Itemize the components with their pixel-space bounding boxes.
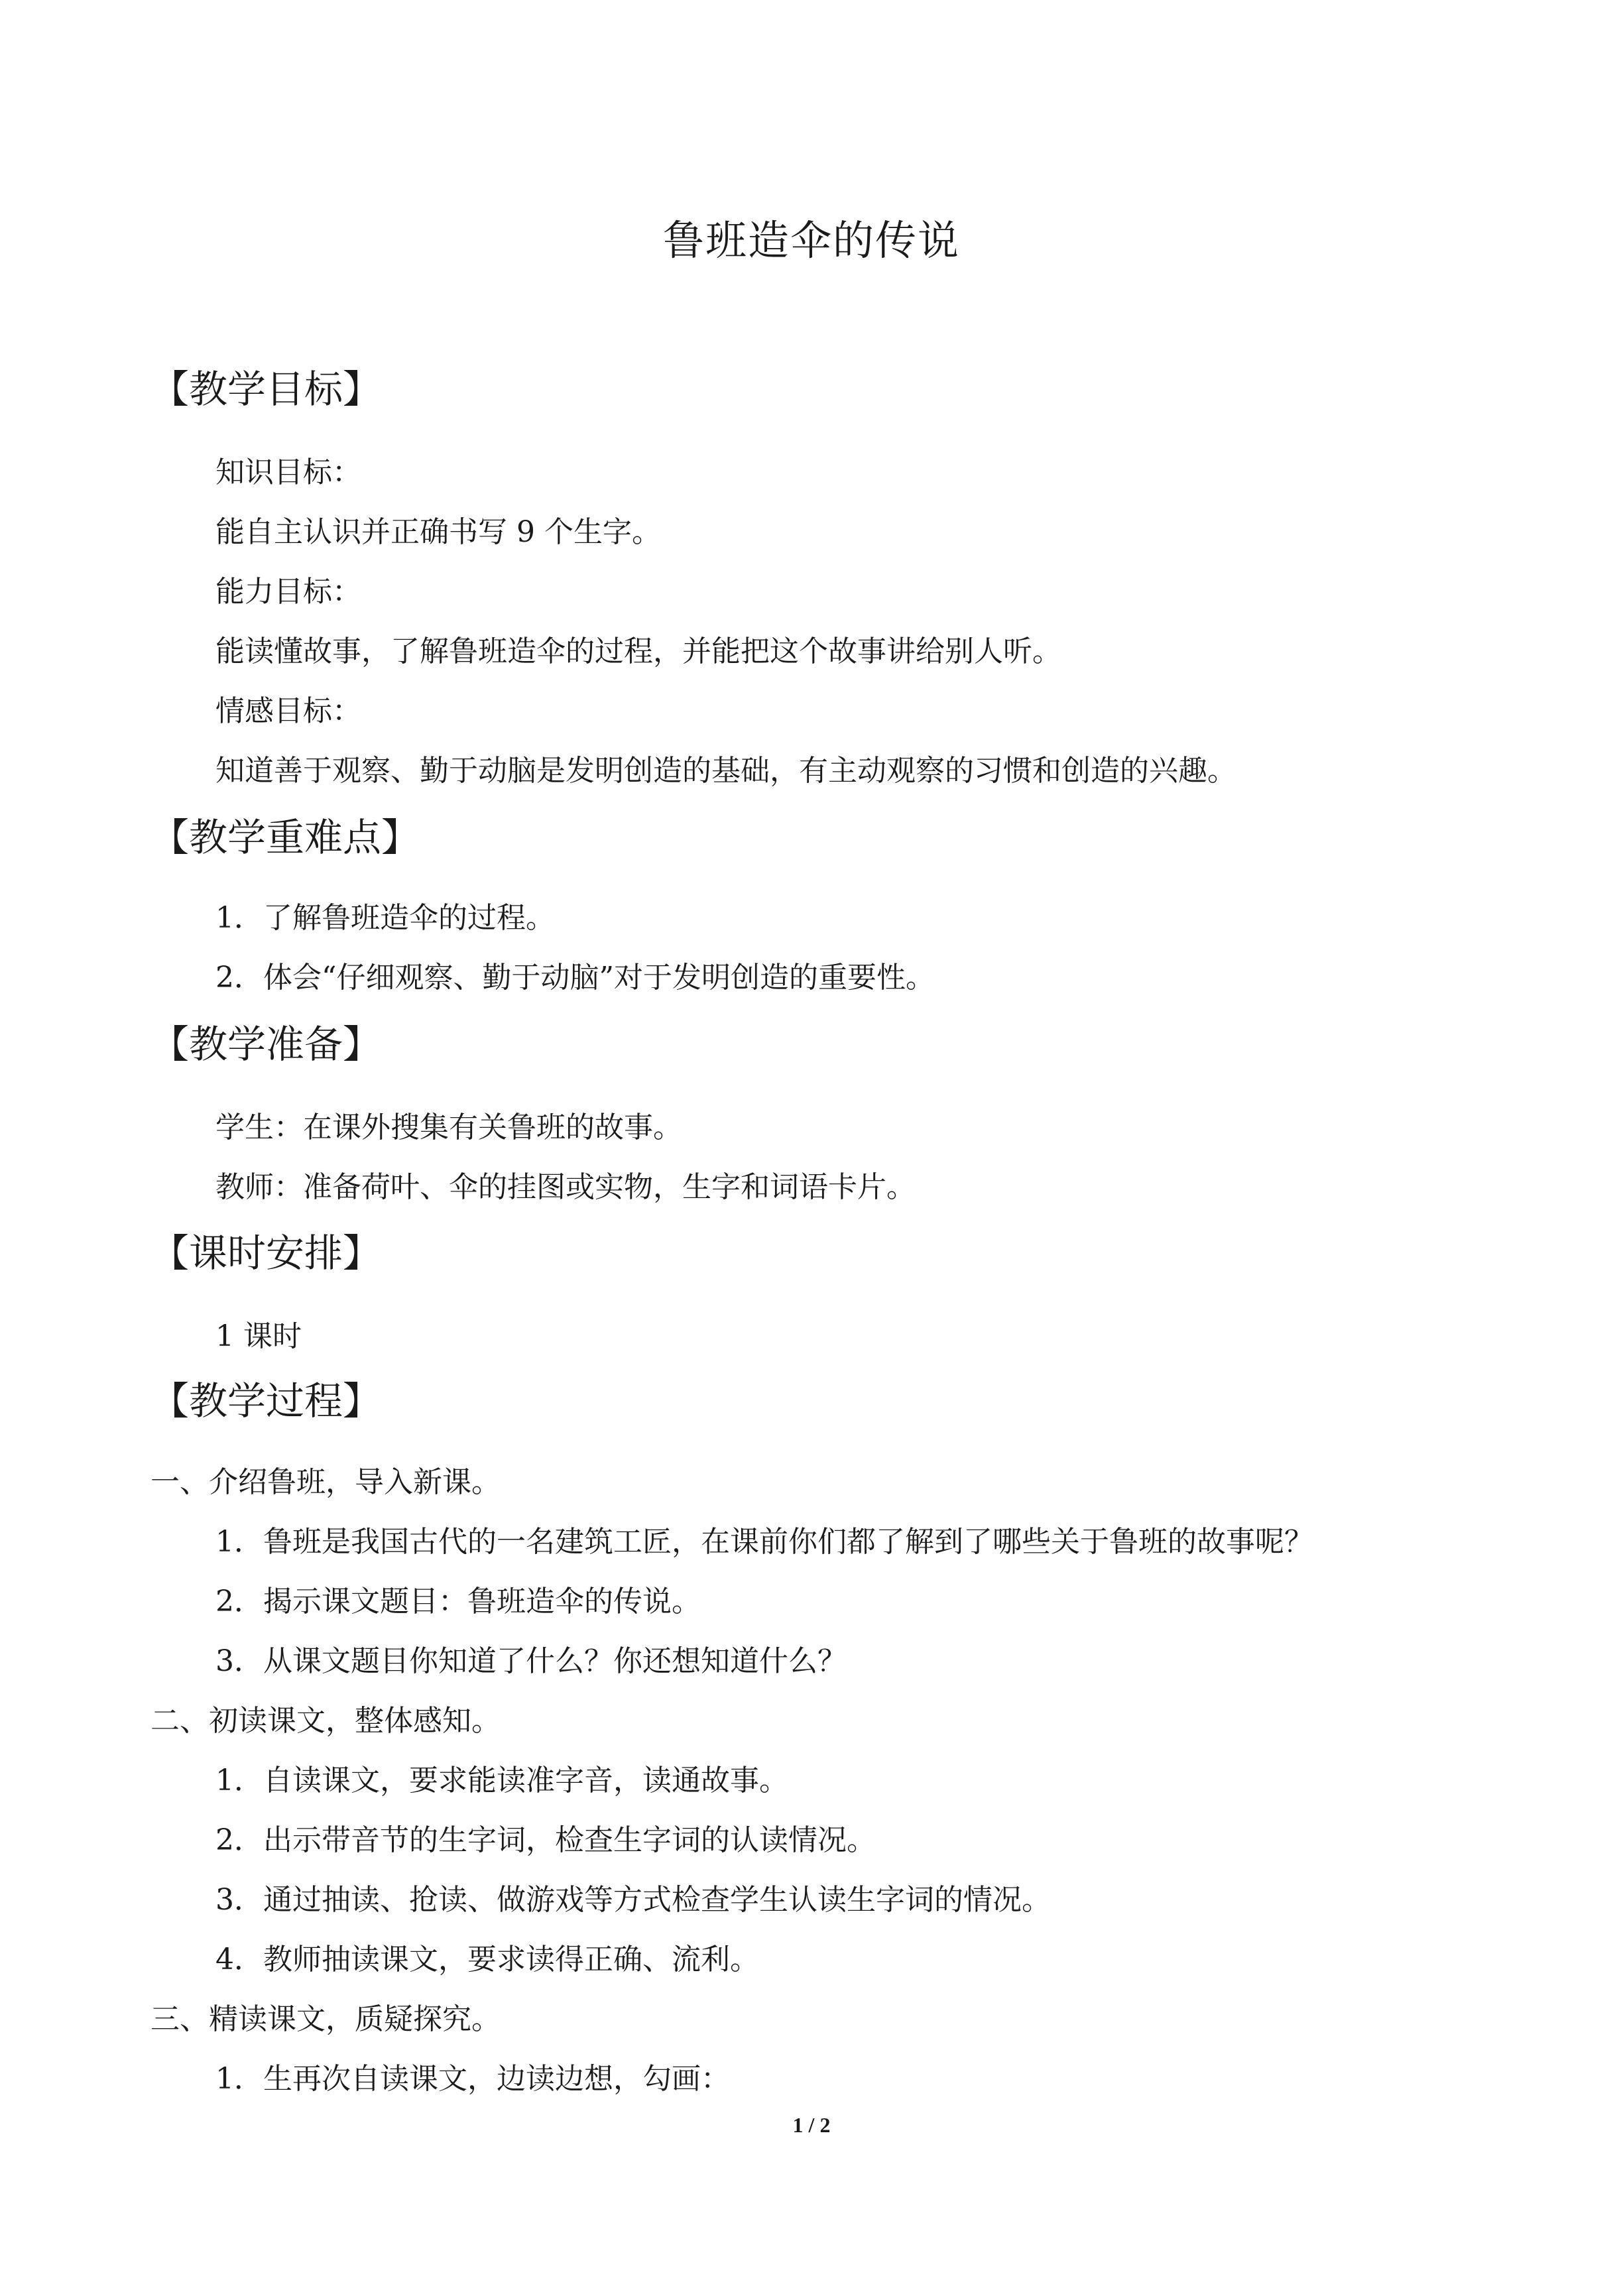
heading-objectives: 【教学目标】 [150, 367, 382, 412]
objectives-line-3: 能力目标： [215, 575, 361, 609]
process-step-2-item-3: 3．通过抽读、抢读、做游戏等方式检查学生认读生字词的情况。 [215, 1883, 1051, 1917]
process-step-2: 二、初读课文，整体感知。 [150, 1704, 501, 1738]
objectives-line-5: 情感目标： [215, 694, 361, 728]
heading-schedule: 【课时安排】 [150, 1231, 382, 1276]
objectives-line-1: 知识目标： [215, 455, 361, 489]
heading-process: 【教学过程】 [150, 1378, 382, 1423]
process-step-3-item-1: 1．生再次自读课文，边读边想，勾画： [215, 2062, 730, 2096]
key-points-line-2: 2．体会“仔细观察、勤于动脑”对于发明创造的重要性。 [215, 961, 935, 995]
process-step-1-item-1: 1．鲁班是我国古代的一名建筑工匠，在课前你们都了解到了哪些关于鲁班的故事呢？ [215, 1525, 1313, 1559]
process-step-2-item-1: 1．自读课文，要求能读准字音，读通故事。 [215, 1764, 788, 1797]
process-step-2-item-2: 2．出示带音节的生字词，检查生字词的认读情况。 [215, 1823, 876, 1857]
process-step-1-item-2: 2．揭示课文题目：鲁班造伞的传说。 [215, 1585, 701, 1618]
process-step-3: 三、精读课文，质疑探究。 [150, 2002, 501, 2036]
schedule-line-1: 1 课时 [215, 1319, 302, 1353]
objectives-line-6: 知道善于观察、勤于动脑是发明创造的基础，有主动观察的习惯和创造的兴趣。 [215, 754, 1236, 788]
process-step-2-item-4: 4．教师抽读课文，要求读得正确、流利。 [215, 1943, 759, 1976]
page-number: 1 / 2 [792, 2113, 831, 2137]
process-step-1: 一、介绍鲁班，导入新课。 [150, 1465, 501, 1499]
preparation-line-1: 学生：在课外搜集有关鲁班的故事。 [215, 1111, 682, 1144]
process-step-1-item-3: 3．从课文题目你知道了什么？你还想知道什么？ [215, 1644, 847, 1678]
objectives-line-2: 能自主认识并正确书写 9 个生字。 [215, 515, 661, 549]
heading-preparation: 【教学准备】 [150, 1022, 382, 1067]
key-points-line-1: 1．了解鲁班造伞的过程。 [215, 901, 555, 935]
heading-key-points: 【教学重难点】 [150, 815, 420, 860]
document-title: 鲁班造伞的传说 [662, 216, 960, 265]
objectives-line-4: 能读懂故事，了解鲁班造伞的过程，并能把这个故事讲给别人听。 [215, 634, 1061, 668]
preparation-line-2: 教师：准备荷叶、伞的挂图或实物，生字和词语卡片。 [215, 1170, 916, 1204]
